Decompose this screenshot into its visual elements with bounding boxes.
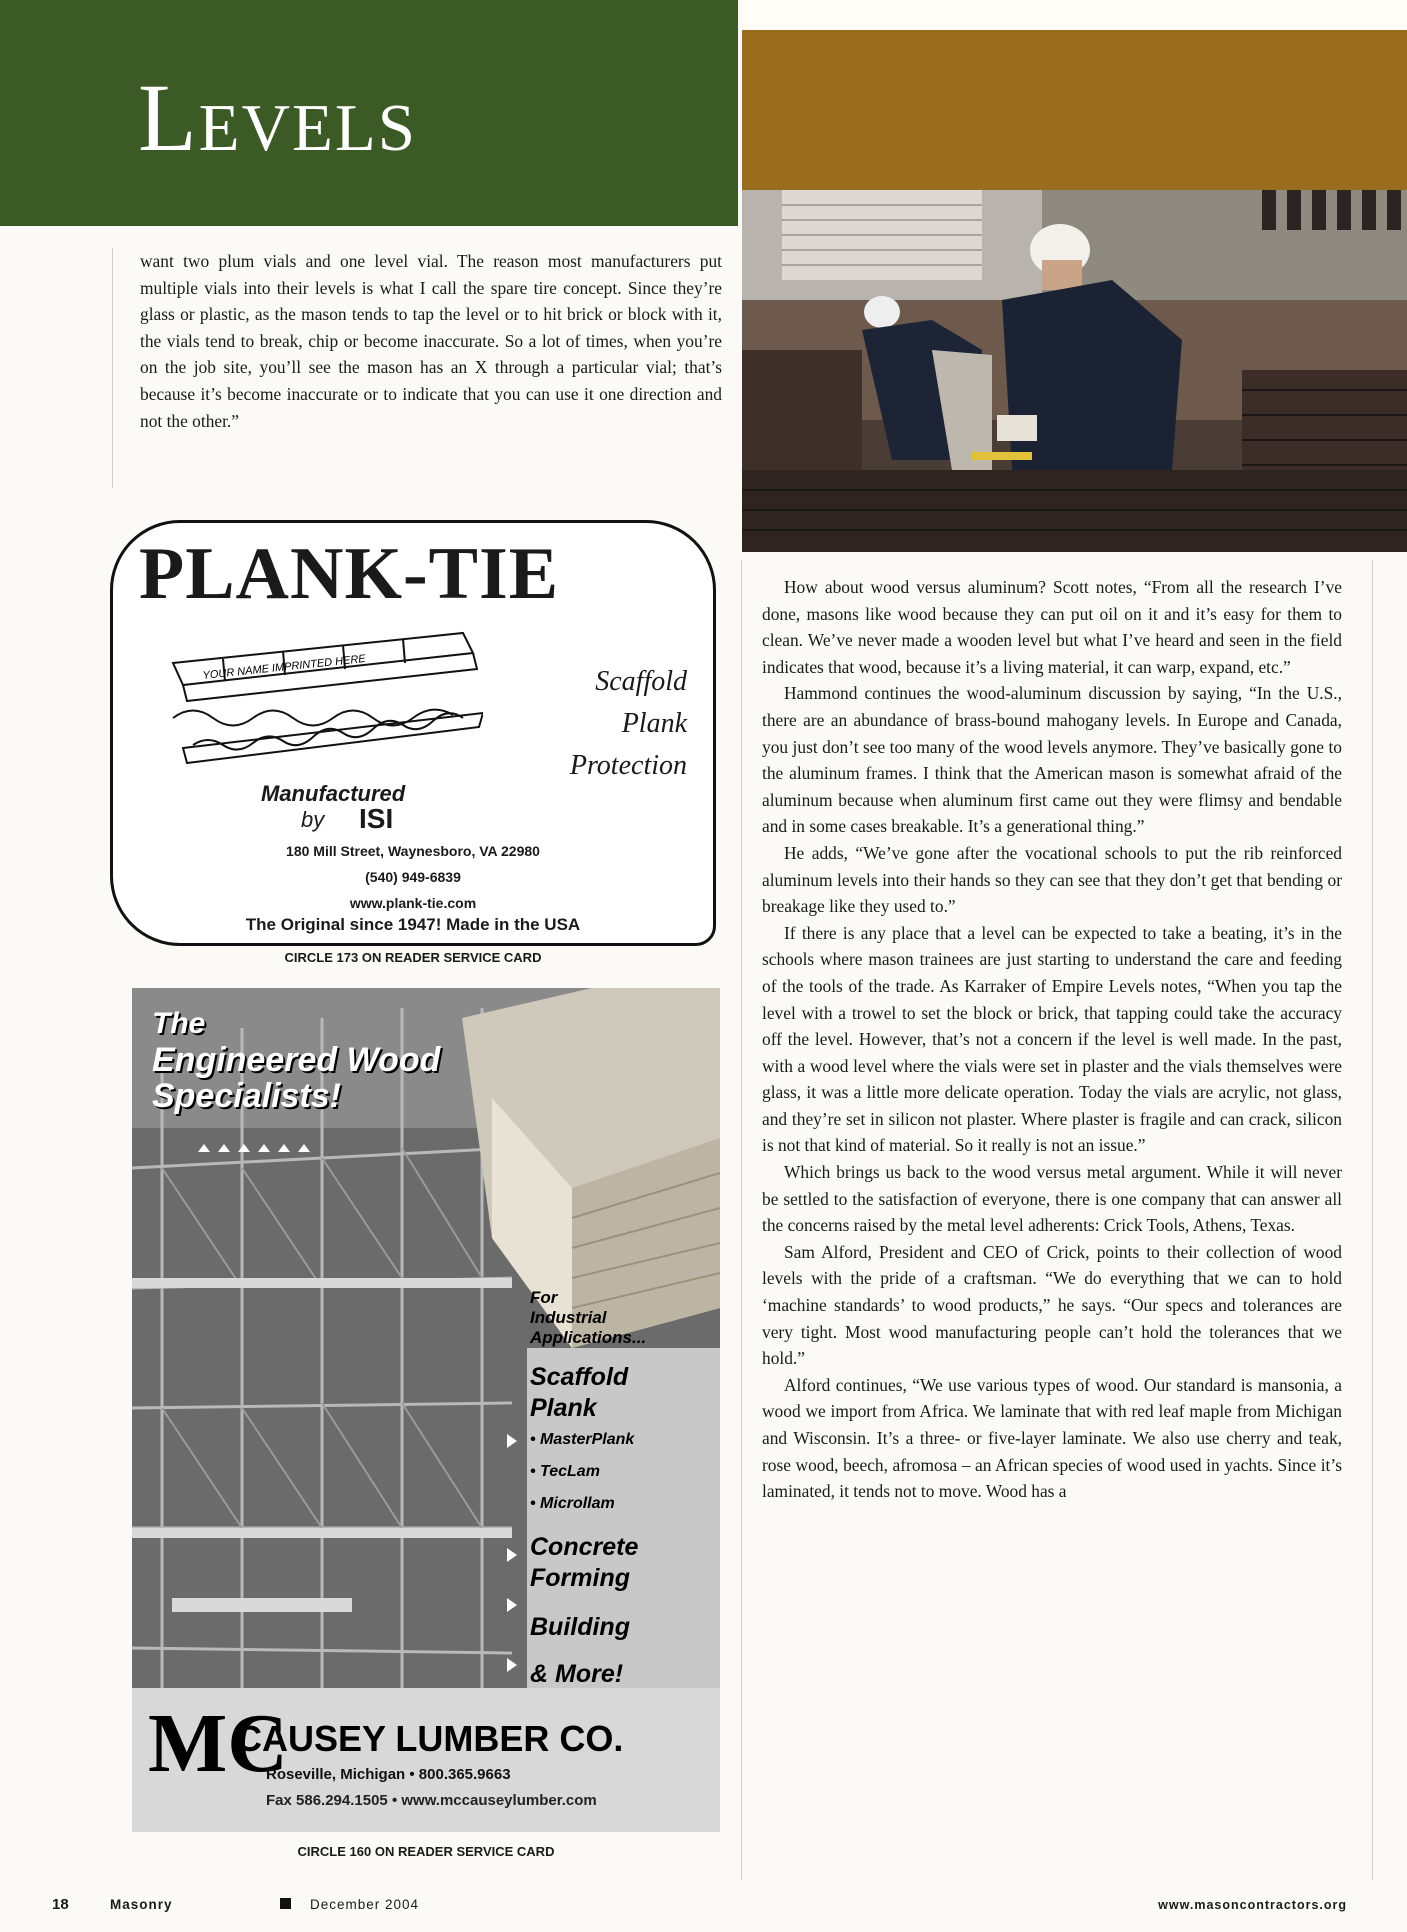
masons-photo: [742, 190, 1407, 552]
magazine-name: Masonry: [110, 1897, 173, 1912]
right-paragraph: Which brings us back to the wood versus metal argument. While it will never be settled to the satisfaction of everyone, there is one company that can answer all the concerns raised by the metal level adherents: Crick Tools, Athens, Texas.: [762, 1162, 1342, 1236]
ad-website[interactable]: www.plank-tie.com: [349, 895, 477, 911]
issue-date: December 2004: [310, 1897, 420, 1912]
mccausey-lumber-ad: [132, 988, 720, 1832]
plank-tie-illustration: [163, 623, 483, 773]
reader-service-173: CIRCLE 173 ON READER SERVICE CARD: [284, 950, 542, 965]
ad-tagline: [570, 661, 687, 787]
ad-company-band: [132, 1688, 720, 1832]
ad-address: 180 Mill Street, Waynesboro, VA 22980: [286, 843, 540, 859]
ad-company-name: CAUSEY LUMBER CO.: [236, 1718, 624, 1759]
manufactured-label: Manufactured: [261, 781, 406, 806]
ad-original-note: The Original since 1947! Made in the USA: [245, 915, 581, 934]
category-forming: Forming: [530, 1564, 630, 1592]
footer-website[interactable]: www.masoncontractors.org: [1158, 1898, 1347, 1912]
left-column-text: [140, 248, 722, 434]
left-column-rule: [112, 248, 113, 488]
right-paragraph: How about wood versus aluminum? Scott notes, “From all the research I’ve done, masons like wood because they can put oil on it and it’s easy for them to clean. We’ve never made a wooden level but what I’ve heard and seen in the field indicates that wood, because it’s a living material, it can warp, expand, etc.”: [762, 577, 1342, 677]
right-paragraph: Alford continues, “We use various types of wood. Our standard is mansonia, a wood we import from Africa. We laminate that with red leaf maple from Michigan and Wisconsin. It’s a three- or five-layer laminate. We also use cherry and teak, rose wood, beech, afromosa – an African species of wood used in yachts. Since it’s laminated, it tends not to move. Wood has a: [762, 1374, 1342, 1502]
page-number: 18: [52, 1896, 69, 1913]
category-building: Building: [530, 1613, 630, 1641]
tagline-line-1: Scaffold: [595, 666, 687, 697]
category-scaffold: Scaffold: [530, 1363, 629, 1391]
right-paragraph: He adds, “We’ve gone after the vocational schools to put the rib reinforced aluminum levels into their hands so they can see that they don’t get that bending or breakage like they used to.”: [762, 842, 1342, 917]
ad-company-address: Roseville, Michigan • 800.365.9663: [266, 1766, 511, 1783]
right-column-text: [762, 574, 1342, 1505]
imprint-text: YOUR NAME IMPRINTED HERE: [202, 652, 367, 682]
right-paragraph: If there is any place that a level can be expected to take a beating, it’s in the schools where mason trainees are just starting to understand the care and feeding of the tools of the trade. As Karraker of Empire Levels notes, “When you tap the level with a trowel to set the block or brick, that tapping could take the accuracy off the level. However, that’s not a concern if the level is well made. In the past, with a wood level where the vials were set in plaster and the vials themselves were glass, it was a little more delicate operation. Today the vials are acrylic, not glass, and they’re set in silicon not plaster. Where plaster is fragile and can crack, silicon is not that kind of material. So it really is not an issue.”: [762, 922, 1342, 1156]
column-divider: [741, 560, 742, 1880]
applications-label: Applications...: [530, 1328, 647, 1347]
headline-specialists: Specialists!: [152, 1077, 341, 1115]
left-paragraph: want two plum vials and one level vial. The reason most manufacturers put multiple vials into their levels is what I call the spare tire concept. Since they’re glass or plastic, as the mason tends to tap the level or to hit brick or block with it, the vials tend to break, chip or become inaccurate. So a lot of times, when you’re on the job site, you’ll see the mason has an X through a particular vial; that’s because it’s become inaccurate or to indicate that you can use it one direction and not the other.”: [140, 251, 722, 431]
product-microllam: • Microllam: [530, 1495, 615, 1512]
category-concrete: Concrete: [530, 1533, 639, 1561]
for-label: For: [530, 1288, 558, 1307]
page-title: Levels: [138, 64, 418, 171]
category-plank: Plank: [530, 1394, 597, 1422]
ad-title: PLANK-TIE: [139, 533, 560, 615]
tagline-line-3: Protection: [569, 750, 687, 781]
product-masterplank: • MasterPlank: [530, 1431, 635, 1448]
top-strip: [742, 0, 1407, 30]
header-accent-bar: [742, 30, 1407, 190]
headline-engineered-wood: Engineered Wood: [152, 1041, 441, 1079]
right-paragraph: Hammond continues the wood-aluminum discussion by saying, “In the U.S., there are an abundance of brass-bound mahogany levels. In Europe and Canada, you just don’t see too many of the wood levels anymore. They’ve basically gone to the aluminum frames. I think that the American mason is somewhat afraid of the aluminum because when aluminum first came out they were flimsy and bendable and in some cases breakable. It’s a generational thing.”: [762, 683, 1342, 837]
ad-company-fax-web[interactable]: Fax 586.294.1505 • www.mccauseylumber.com: [266, 1792, 597, 1809]
mccausey-logo: MC: [148, 1697, 288, 1790]
headline-the: The: [152, 1007, 206, 1040]
page-footer: [0, 1896, 1407, 1932]
footer-square-icon: [280, 1898, 291, 1909]
product-teclam: • TecLam: [530, 1463, 600, 1480]
right-column-rule: [1372, 560, 1373, 1880]
tagline-line-2: Plank: [621, 708, 687, 739]
plank-tie-ad: [110, 520, 716, 946]
reader-service-160: CIRCLE 160 ON READER SERVICE CARD: [297, 1844, 555, 1859]
ad-product-list: [530, 1288, 710, 1690]
industrial-label: Industrial: [530, 1308, 607, 1327]
category-more: & More!: [530, 1660, 624, 1688]
ad-headline: [152, 1006, 440, 1114]
ad-phone: (540) 949-6839: [365, 869, 461, 885]
manufacturer-name: ISI: [359, 803, 394, 834]
right-paragraph: Sam Alford, President and CEO of Crick, points to their collection of wood levels with the pride of a craftsman. “We do everything that we can to hold ‘machine standards’ to wood products,” he says. “Our specs and tolerances are very tight. Most wood manufacturing people can’t hold the tolerances that we hold.”: [762, 1241, 1342, 1369]
by-label: by: [301, 807, 325, 832]
